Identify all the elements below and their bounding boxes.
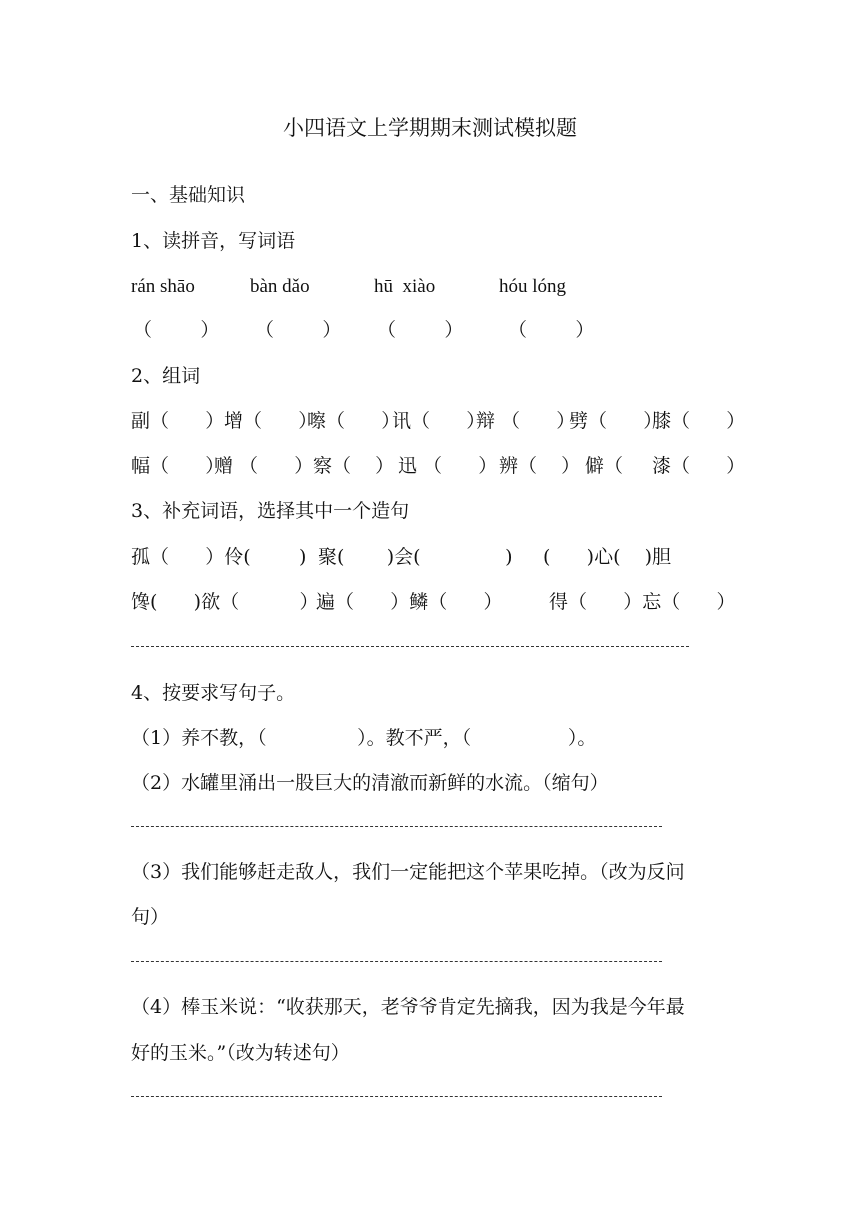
question-3-heading: 3、补充词语，选择其中一个造句 <box>131 500 410 522</box>
section-heading-basics: 一、基础知识 <box>131 184 246 206</box>
word-item[interactable]: 讯（ ） <box>392 410 486 432</box>
idiom-item[interactable]: 孤（ ）伶( ) <box>131 546 307 568</box>
word-item[interactable]: 辨（ ） <box>499 455 581 477</box>
word-item[interactable]: 副（ ） <box>131 410 225 432</box>
idiom-item[interactable]: 馋( )欲（ ） <box>131 591 319 613</box>
question-4-heading: 4、按要求写句子。 <box>131 682 296 704</box>
sentence-4-line-1: （4）棒玉米说：“收获那天，老爷爷肯定先摘我，因为我是今年最 <box>131 996 685 1018</box>
question-1-heading: 1、读拼音，写词语 <box>131 230 296 252</box>
sentence-3-line-2: 句） <box>131 906 170 928</box>
sentence-4-line-2: 好的玉米。”（改为转述句） <box>131 1042 350 1064</box>
pinyin-2: bàn dǎo <box>250 276 310 297</box>
word-item[interactable]: 嚓（ ） <box>307 410 401 432</box>
answer-blank-3[interactable]: （ ） <box>377 319 464 341</box>
answer-line[interactable] <box>131 1096 662 1097</box>
word-item[interactable]: 劈（ ） <box>569 410 663 432</box>
idiom-item[interactable]: 遍（ ）鳞（ ） <box>316 591 503 613</box>
pinyin-1: rán shāo <box>131 276 195 297</box>
answer-blank-4[interactable]: （ ） <box>508 319 595 341</box>
page-title: 小四语文上学期期末测试模拟题 <box>283 116 577 140</box>
word-item[interactable]: 漆（ ） <box>652 455 746 477</box>
answer-line[interactable] <box>131 646 689 647</box>
word-item[interactable]: 幅（ ） <box>131 455 225 477</box>
answer-line[interactable] <box>131 826 662 827</box>
word-item[interactable]: 僻（ <box>585 455 654 477</box>
pinyin-4: hóu lóng <box>499 276 567 297</box>
pinyin-3: hū xiào <box>374 276 436 297</box>
answer-blank-2[interactable]: （ ） <box>255 319 342 341</box>
question-2-heading: 2、组词 <box>131 365 201 387</box>
sentence-3-line-1: （3）我们能够赶走敌人，我们一定能把这个苹果吃掉。（改为反问 <box>131 861 685 883</box>
idiom-item[interactable]: 聚( )会( ) <box>318 546 513 568</box>
answer-line[interactable] <box>131 961 662 962</box>
word-item[interactable]: 察（ ） <box>313 455 395 477</box>
word-item[interactable]: 膝（ ） <box>652 410 746 432</box>
idiom-item[interactable]: ( )心( )胆 <box>543 546 672 568</box>
word-item[interactable]: 增（ ） <box>224 410 318 432</box>
word-item[interactable]: 赠 （ ） <box>214 455 314 477</box>
word-item[interactable]: 辩 （ ） <box>476 410 576 432</box>
answer-blank-1[interactable]: （ ） <box>133 319 220 341</box>
sentence-1: （1）养不教，（ ）。教不严，（ ）。 <box>131 727 597 749</box>
word-item[interactable]: 迅 （ ） <box>398 455 498 477</box>
sentence-2: （2）水罐里涌出一股巨大的清澈而新鲜的水流。（缩句） <box>131 772 609 794</box>
idiom-item[interactable]: 得（ ）忘（ ） <box>549 591 736 613</box>
